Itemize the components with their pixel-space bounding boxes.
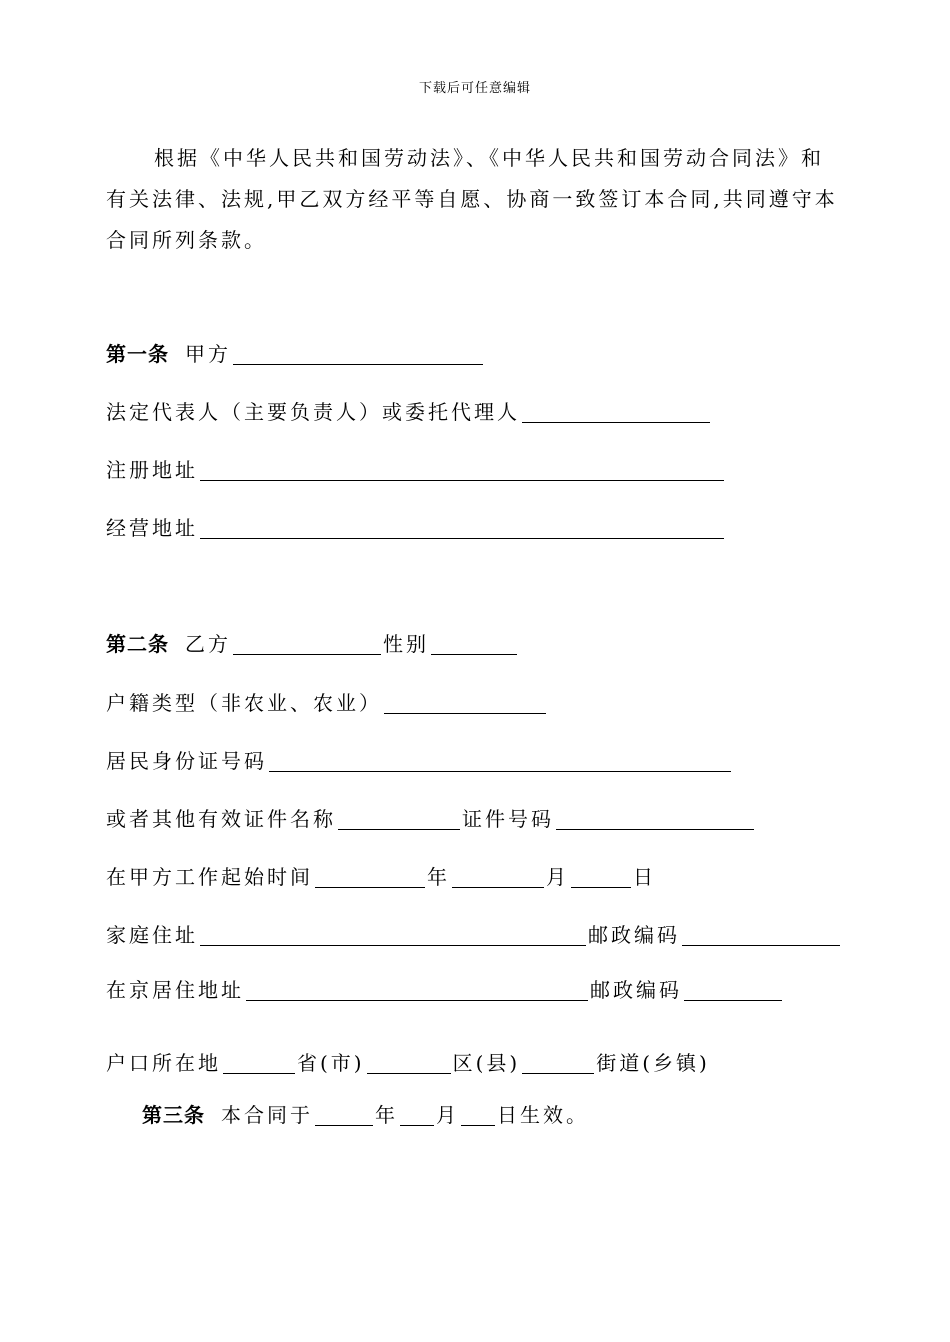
street-label: 街道(乡镇) xyxy=(596,1051,710,1075)
postal-code-blank[interactable] xyxy=(682,923,840,946)
effect-month-label: 月 xyxy=(436,1103,459,1127)
hukou-line xyxy=(106,1049,710,1077)
start-year-blank[interactable] xyxy=(315,865,425,888)
district-blank[interactable] xyxy=(367,1051,451,1074)
article3-text: 本合同于 xyxy=(221,1103,313,1127)
biz-address-blank[interactable] xyxy=(200,516,724,539)
effect-month-blank[interactable] xyxy=(400,1103,434,1126)
beijing-address-label: 在京居住地址 xyxy=(106,978,244,1002)
article1-title: 第一条 xyxy=(106,342,169,366)
id-number-line xyxy=(106,747,733,775)
gender-blank[interactable] xyxy=(431,632,517,655)
start-month-blank[interactable] xyxy=(452,865,544,888)
id-number-label: 居民身份证号码 xyxy=(106,749,267,773)
district-label: 区(县) xyxy=(452,1051,521,1075)
biz-address-line xyxy=(106,514,726,542)
postal-code2-blank[interactable] xyxy=(684,978,782,1001)
article3-line xyxy=(142,1101,589,1129)
home-address-blank[interactable] xyxy=(200,923,586,946)
legal-rep-line xyxy=(106,398,712,426)
province-label: 省(市) xyxy=(297,1051,365,1075)
legal-rep-label: 法定代表人（主要负责人）或委托代理人 xyxy=(106,400,520,424)
reg-address-line xyxy=(106,456,726,484)
start-year-label: 年 xyxy=(427,865,450,889)
article2-title: 第二条 xyxy=(106,632,169,656)
start-time-line xyxy=(106,863,656,891)
article1-party-a-line xyxy=(106,340,485,368)
street-blank[interactable] xyxy=(522,1051,594,1074)
home-address-line xyxy=(106,921,842,949)
other-id-label: 或者其他有效证件名称 xyxy=(106,807,336,831)
household-type-label: 户籍类型（非农业、农业） xyxy=(106,691,382,715)
other-id-name-blank[interactable] xyxy=(338,807,460,830)
page-header: 下载后可任意编辑 xyxy=(418,81,531,96)
id-no-label: 证件号码 xyxy=(462,807,554,831)
start-day-label: 日 xyxy=(633,865,656,889)
province-blank[interactable] xyxy=(223,1051,295,1074)
legal-rep-blank[interactable] xyxy=(522,400,710,423)
party-b-blank[interactable] xyxy=(233,632,381,655)
id-number-blank[interactable] xyxy=(269,749,731,772)
household-type-line xyxy=(106,689,548,717)
biz-address-label: 经营地址 xyxy=(106,516,198,540)
effect-day-label: 日生效。 xyxy=(497,1103,589,1127)
postal-code2-label: 邮政编码 xyxy=(590,978,682,1002)
hukou-label: 户口所在地 xyxy=(106,1051,221,1075)
reg-address-blank[interactable] xyxy=(200,458,724,481)
intro-paragraph xyxy=(106,138,841,261)
reg-address-label: 注册地址 xyxy=(106,458,198,482)
home-address-label: 家庭住址 xyxy=(106,923,198,947)
effect-day-blank[interactable] xyxy=(461,1103,495,1126)
article2-party-b-line xyxy=(106,630,519,658)
id-no-blank[interactable] xyxy=(556,807,754,830)
party-b-label: 乙方 xyxy=(185,632,231,656)
start-month-label: 月 xyxy=(546,865,569,889)
postal-code-label: 邮政编码 xyxy=(588,923,680,947)
effect-year-label: 年 xyxy=(375,1103,398,1127)
intro-text: 根据《中华人民共和国劳动法》、《中华人民共和国劳动合同法》和有关法律、法规,甲乙双方经平等自愿、协商一致签订本合同,共同遵守本合同所列条款。 xyxy=(106,146,838,252)
beijing-address-line xyxy=(106,976,784,1004)
household-type-blank[interactable] xyxy=(384,691,546,714)
start-time-label: 在甲方工作起始时间 xyxy=(106,865,313,889)
other-id-line xyxy=(106,805,756,833)
start-day-blank[interactable] xyxy=(571,865,631,888)
effect-year-blank[interactable] xyxy=(315,1103,373,1126)
article3-title: 第三条 xyxy=(142,1103,205,1127)
beijing-address-blank[interactable] xyxy=(246,978,588,1001)
party-a-blank[interactable] xyxy=(233,342,483,365)
gender-label: 性别 xyxy=(383,632,429,656)
party-a-label: 甲方 xyxy=(185,342,231,366)
